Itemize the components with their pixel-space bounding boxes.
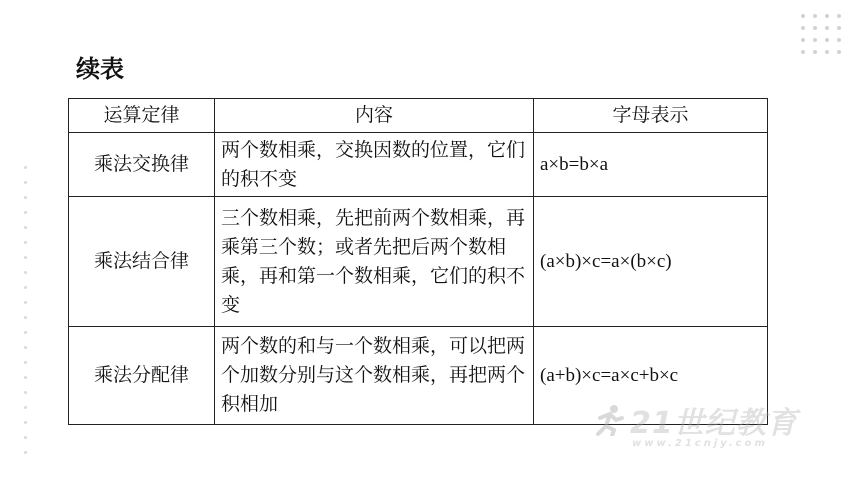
header-content: 内容 — [215, 99, 534, 133]
watermark-url: www.21cnjy.com — [632, 438, 768, 449]
table-row — [69, 197, 768, 327]
law-name: 乘法结合律 — [69, 197, 215, 327]
law-formula: (a+b)×c=a×c+b×c — [534, 327, 768, 425]
law-content: 三个数相乘，先把前两个数相乘，再乘第三个数；或者先把后两个数相乘，再和第一个数相乘，它们的积不变 — [215, 197, 534, 327]
decorative-dot-column — [24, 160, 27, 460]
decorative-dot-grid — [797, 10, 845, 58]
header-law: 运算定律 — [69, 99, 215, 133]
law-formula: a×b=b×a — [534, 133, 768, 197]
operation-laws-table — [68, 98, 768, 425]
law-content: 两个数的和与一个数相乘，可以把两个加数分别与这个数相乘，再把两个积相加 — [215, 327, 534, 425]
table-row — [69, 327, 768, 425]
law-name: 乘法分配律 — [69, 327, 215, 425]
header-formula: 字母表示 — [534, 99, 768, 133]
law-formula: (a×b)×c=a×(b×c) — [534, 197, 768, 327]
law-name: 乘法交换律 — [69, 133, 215, 197]
table-row — [69, 133, 768, 197]
table-header-row — [69, 99, 768, 133]
page-title: 续表 — [76, 55, 124, 83]
law-content: 两个数相乘，交换因数的位置，它们的积不变 — [215, 133, 534, 197]
watermark-text: 21世纪教育 — [630, 406, 798, 441]
